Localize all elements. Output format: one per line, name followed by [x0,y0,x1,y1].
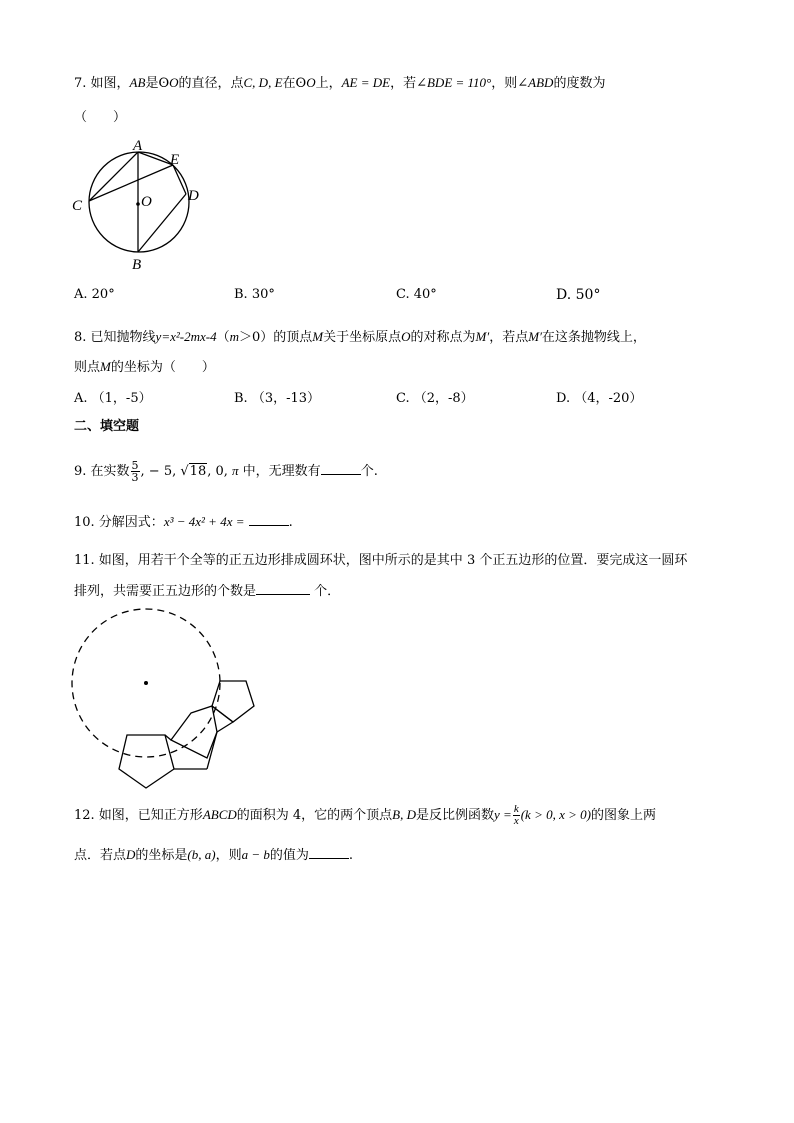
q12-line2: 点．若点D的坐标是(b, a)，则a − b的值为 . [74,847,354,863]
q7-stem: 7. 如图，AB是ʘO的直径，点C, D, E在ʘO上，AE = DE，若∠BDE = 110°，则∠ABD的度数为 [74,75,606,91]
q11-line2: 排列，共需要正五边形的个数是 个． [74,584,341,599]
answer-blank [321,462,361,475]
label-A: A [133,138,143,154]
q7-option-c: C. 40° [396,287,437,302]
section-title: 二、填空题 [74,419,140,434]
fraction: $\frac{5}{3}$ [131,459,139,484]
answer-blank [256,582,310,595]
label-D: D [188,188,199,204]
q8-line2: 则点M的坐标为（ ） [74,359,215,375]
label-E: E [170,152,180,168]
q8-line1: 8. 已知抛物线y=x²-2mx-4（m＞0）的顶点M关于坐标原点O的对称点为M′，若点M′在这条抛物线上， [74,329,646,345]
answer-blank [249,513,289,526]
q7-paren: （ ） [74,110,127,125]
q7-circle-figure [70,138,210,278]
q7-option-b: B. 30° [234,287,275,302]
q9-stem: 9. 在实数 $\frac{5}{3}$ , − 5, √18, 0, π 中，无理数有 个. [74,459,378,484]
q7-option-a: A. 20° [74,287,115,302]
q8-option-a: A. （1，-5） [74,391,152,406]
label-C: C [72,198,83,214]
q8-option-c: C. （2，-8） [396,391,474,406]
q8-option-b: B. （3，-13） [234,391,321,406]
q7-option-d: D. 50° [556,287,601,303]
q11-line1: 11. 如图，用若干个全等的正五边形排成圆环状，图中所示的是其中 3 个正五边形的位置．要完成这一圆环 [74,553,688,568]
q10-stem: 10. 分解因式：x³ − 4x² + 4x = . [74,514,293,530]
fraction: $\frac{k}{x}$ [513,803,519,827]
label-B: B [132,257,142,273]
q12-line1: 12. 如图，已知正方形ABCD的面积为 4，它的两个顶点B, D是反比例函数y = $\frac{k}{x}$ (k > 0, x > 0)的图象上两 [74,803,656,827]
answer-blank [309,846,349,859]
q8-option-d: D. （4，-20） [556,391,643,406]
label-O: O [141,194,152,210]
q11-pentagon-ring-figure [68,610,258,800]
